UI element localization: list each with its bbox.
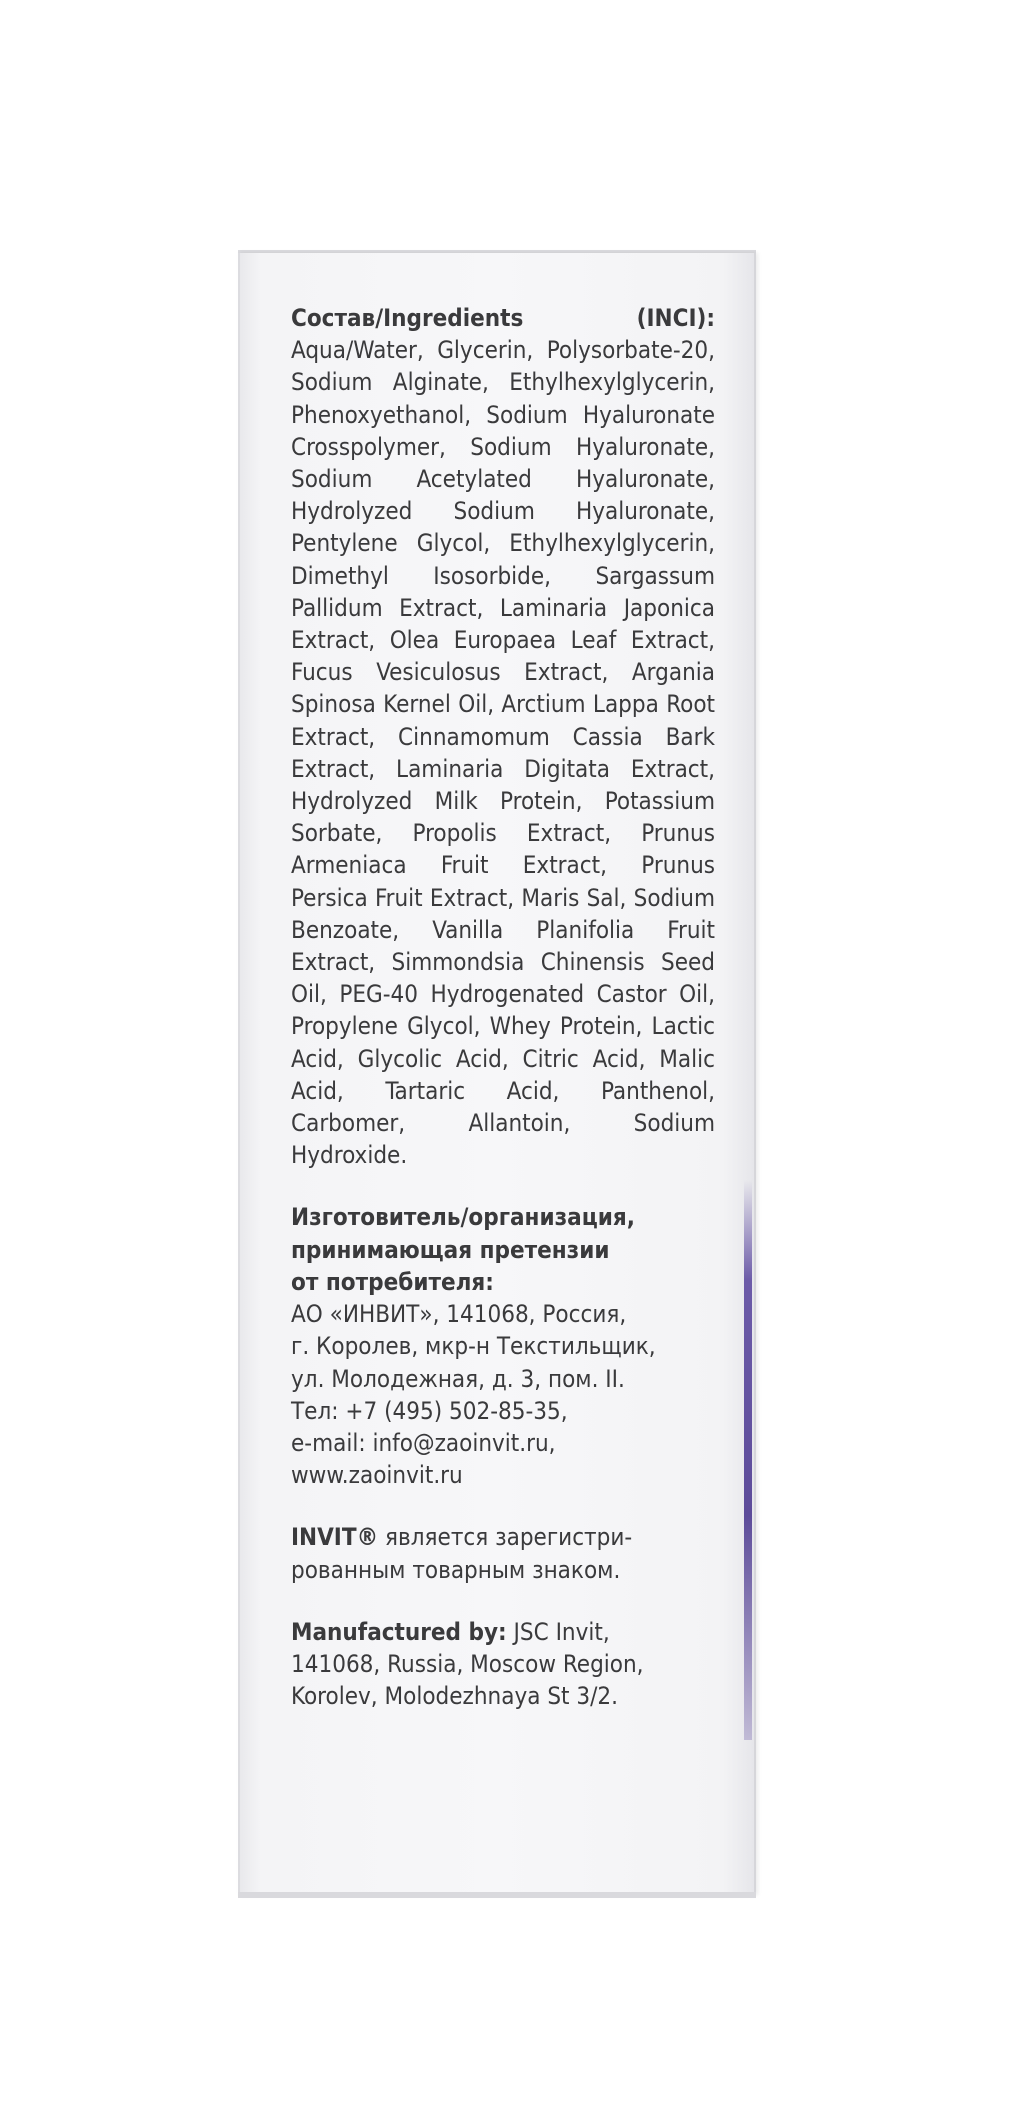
manufactured-by-label: Manufactured by: — [291, 1617, 507, 1646]
trademark-text-line2: рованным товарным знаком. — [291, 1555, 621, 1584]
trademark-block — [291, 1521, 715, 1585]
ingredients-title: Состав/Ingredients (INCI): — [291, 304, 715, 332]
manufacturer-block — [291, 1201, 715, 1491]
manufactured-by-line2: 141068, Russia, Moscow Region, — [291, 1649, 644, 1678]
box-bottom-edge — [238, 1892, 756, 1898]
phone-line: Тел: +7 (495) 502-85-35, — [291, 1396, 568, 1425]
address-line3: ул. Молодежная, д. 3, пом. II. — [291, 1364, 625, 1393]
label-text — [291, 302, 715, 1712]
website-line: www.zaoinvit.ru — [291, 1461, 463, 1490]
email-line: e-mail: info@zaoinvit.ru, — [291, 1428, 556, 1457]
manufactured-by-line1: JSC Invit, — [506, 1617, 610, 1646]
manufacturer-title-line2: принимающая претензии — [291, 1235, 610, 1264]
ingredients-list: Aqua/Water, Glycerin, Polysorbate-20, Sodium Alginate, Ethylhexylglycerin, Phenoxyethanol, Sodium Hyaluronate Crosspolymer, Sodium Hyaluronate, Sodium Acetylated Hyaluronate, Hydrolyzed Sodium Hyaluronate, Pentylene Glycol, Ethylhexylglycerin, Dimethyl Isosorbide, Sargassum Pallidum Extract, Laminaria Japonica Extract, Olea Europaea Leaf Extract, Fucus Vesiculosus Extract, Argania Spinosa Kernel Oil, Arctium Lappa Root Extract, Cinnamomum Cassia Bark Extract, Laminaria Digitata Extract, Hydrolyzed Milk Protein, Potassium Sorbate, Propolis Extract, Prunus Armeniaca Fruit Extract, Prunus Persica Fruit Extract, Maris Sal, Sodium Benzoate, Vanilla Planifolia Fruit Extract, Simmondsia Chinensis Seed Oil, PEG-40 Hydrogenated Castor Oil, Propylene Glycol, Whey Protein, Lactic Acid, Glycolic Acid, Citric Acid, Malic Acid, Tartaric Acid, Panthenol, Carbomer, Allantoin, Sodium Hydroxide. — [291, 336, 715, 1170]
manufactured-by-line3: Korolev, Molodezhnaya St 3/2. — [291, 1682, 618, 1711]
address-line2: г. Королев, мкр-н Текстильщик, — [291, 1332, 656, 1361]
ingredients-block — [291, 302, 715, 1171]
manufacturer-title-line1: Изготовитель/организация, — [291, 1203, 635, 1232]
box-purple-edge — [744, 1180, 752, 1740]
brand-name: INVIT® — [291, 1523, 379, 1552]
trademark-text-line1: является зарегистри- — [378, 1523, 633, 1552]
address-line1: АО «ИНВИТ», 141068, Россия, — [291, 1300, 627, 1329]
manufactured-by-block — [291, 1616, 715, 1713]
manufacturer-title-line3: от потребителя: — [291, 1267, 494, 1296]
